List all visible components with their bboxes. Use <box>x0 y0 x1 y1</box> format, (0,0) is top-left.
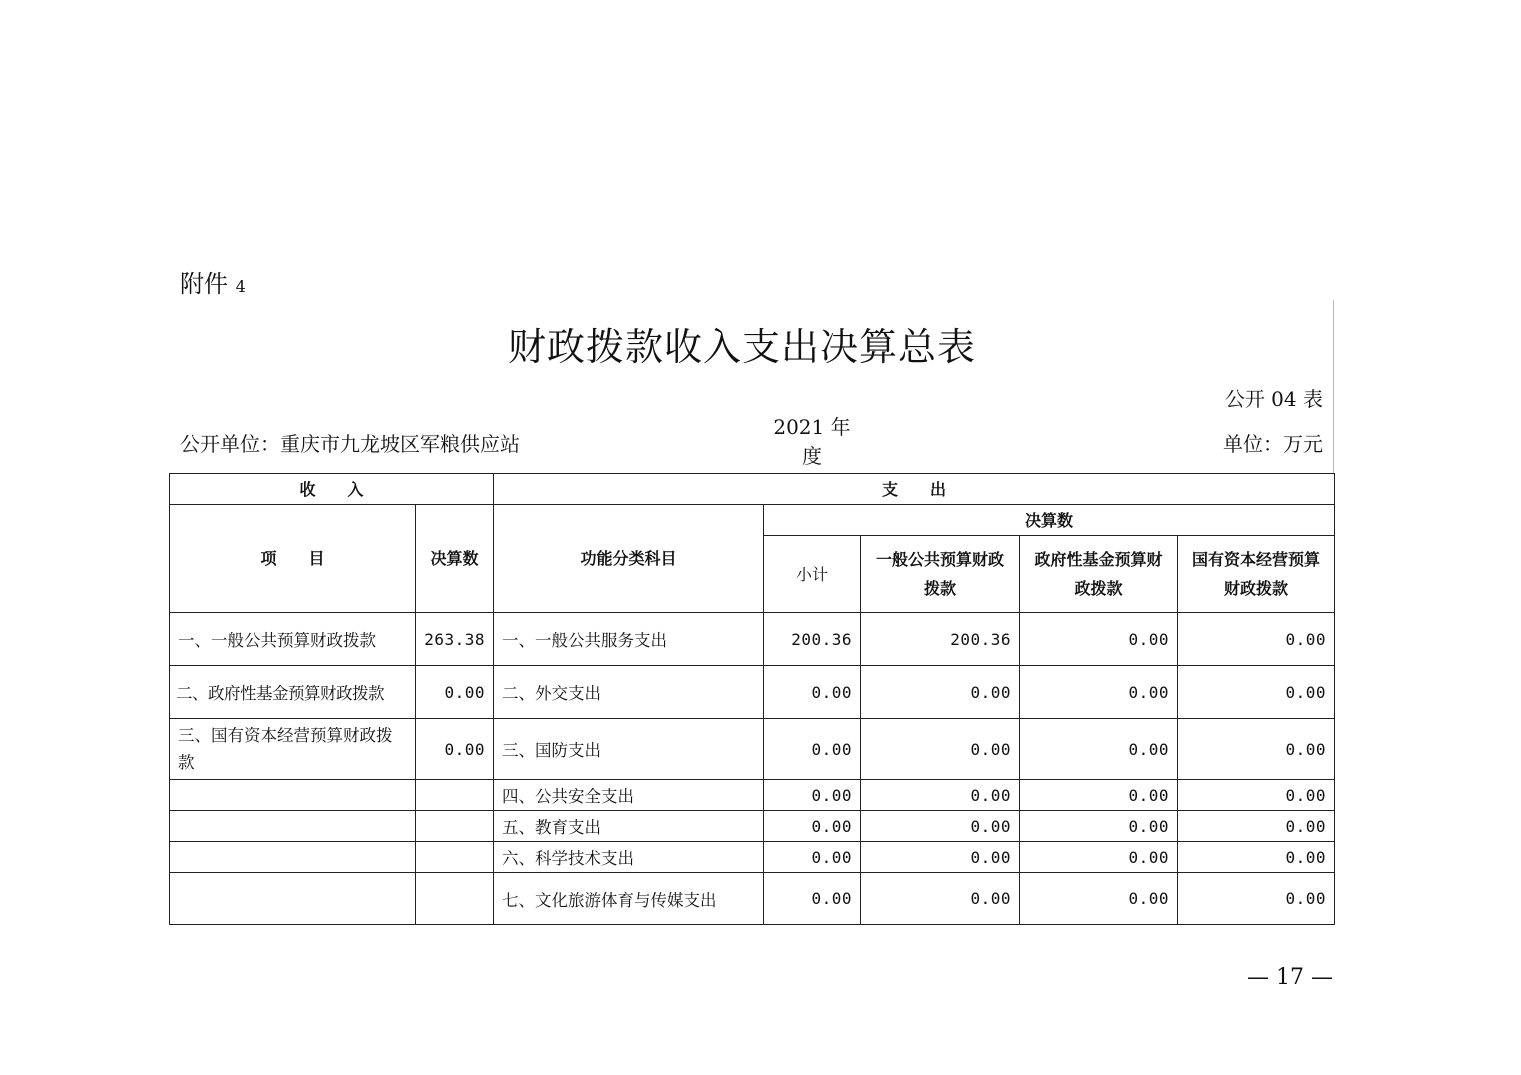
attachment-label: 附件 4 <box>180 270 247 298</box>
income-item: 一、一般公共预算财政拨款 <box>170 613 416 666</box>
general-budget-value: 0.00 <box>861 842 1020 873</box>
general-budget-value: 200.36 <box>861 613 1020 666</box>
page-number: — 17 — <box>1247 965 1333 990</box>
table-row <box>170 666 1335 719</box>
income-item <box>170 780 416 811</box>
gov-fund-value: 0.00 <box>1020 666 1178 719</box>
state-capital-value: 0.00 <box>1178 613 1335 666</box>
gov-fund-header: 政府性基金预算财政拨款 <box>1020 536 1178 613</box>
general-budget-value: 0.00 <box>861 873 1020 925</box>
reporting-unit: 公开单位：重庆市九龙坡区军粮供应站 <box>180 432 520 456</box>
expense-header: 支 出 <box>494 474 1335 505</box>
gov-fund-value: 0.00 <box>1020 780 1178 811</box>
gov-fund-value: 0.00 <box>1020 873 1178 925</box>
gov-fund-value: 0.00 <box>1020 842 1178 873</box>
state-capital-value: 0.00 <box>1178 842 1335 873</box>
expense-item: 七、文化旅游体育与传媒支出 <box>494 873 764 925</box>
state-capital-value: 0.00 <box>1178 719 1335 780</box>
fiscal-year-line1: 2021 年 <box>773 415 851 439</box>
margin-rule <box>1333 300 1334 473</box>
general-budget-value: 0.00 <box>861 811 1020 842</box>
table-row <box>170 780 1335 811</box>
state-capital-value: 0.00 <box>1178 873 1335 925</box>
table-row <box>170 873 1335 925</box>
income-amount <box>416 842 494 873</box>
expense-item: 一、一般公共服务支出 <box>494 613 764 666</box>
income-item <box>170 873 416 925</box>
table-row <box>170 811 1335 842</box>
page-title: 财政拨款收入支出决算总表 <box>507 325 976 369</box>
subtotal-value: 0.00 <box>764 780 861 811</box>
expense-item: 六、科学技术支出 <box>494 842 764 873</box>
gov-fund-value: 0.00 <box>1020 719 1178 780</box>
gov-fund-value: 0.00 <box>1020 811 1178 842</box>
income-item: 二、政府性基金预算财政拨款 <box>170 666 416 719</box>
fiscal-year-line2: 度 <box>802 444 822 468</box>
budget-table <box>169 473 1335 925</box>
table-row <box>170 842 1335 873</box>
general-budget-value: 0.00 <box>861 719 1020 780</box>
state-capital-value: 0.00 <box>1178 666 1335 719</box>
state-capital-header: 国有资本经营预算财政拨款 <box>1178 536 1335 613</box>
general-budget-value: 0.00 <box>861 666 1020 719</box>
subtotal-value: 0.00 <box>764 719 861 780</box>
expense-item: 二、外交支出 <box>494 666 764 719</box>
attachment-number: 4 <box>235 277 247 296</box>
income-amount: 263.38 <box>416 613 494 666</box>
income-amount: 0.00 <box>416 666 494 719</box>
function-category-header: 功能分类科目 <box>494 505 764 613</box>
income-amount: 0.00 <box>416 719 494 780</box>
expense-item: 三、国防支出 <box>494 719 764 780</box>
general-budget-value: 0.00 <box>861 780 1020 811</box>
expense-item: 四、公共安全支出 <box>494 780 764 811</box>
expense-item: 五、教育支出 <box>494 811 764 842</box>
general-budget-header: 一般公共预算财政拨款 <box>861 536 1020 613</box>
income-amount <box>416 873 494 925</box>
subtotal-value: 0.00 <box>764 873 861 925</box>
income-item <box>170 842 416 873</box>
form-code: 公开 04 表 <box>1224 387 1323 411</box>
income-amount <box>416 811 494 842</box>
subtotal-value: 0.00 <box>764 811 861 842</box>
gov-fund-value: 0.00 <box>1020 613 1178 666</box>
final-amount-header: 决算数 <box>764 505 1335 536</box>
subtotal-value: 200.36 <box>764 613 861 666</box>
state-capital-value: 0.00 <box>1178 780 1335 811</box>
subtotal-header: 小计 <box>764 536 861 613</box>
income-header: 收 入 <box>170 474 494 505</box>
income-amount-header: 决算数 <box>416 505 494 613</box>
income-item: 三、国有资本经营预算财政拨款 <box>170 719 416 780</box>
table-row <box>170 613 1335 666</box>
table-row <box>170 719 1335 780</box>
state-capital-value: 0.00 <box>1178 811 1335 842</box>
subtotal-value: 0.00 <box>764 666 861 719</box>
income-item <box>170 811 416 842</box>
currency-unit: 单位：万元 <box>1223 432 1323 456</box>
fiscal-year <box>762 413 862 471</box>
income-amount <box>416 780 494 811</box>
item-header: 项 目 <box>170 505 416 613</box>
subtotal-value: 0.00 <box>764 842 861 873</box>
